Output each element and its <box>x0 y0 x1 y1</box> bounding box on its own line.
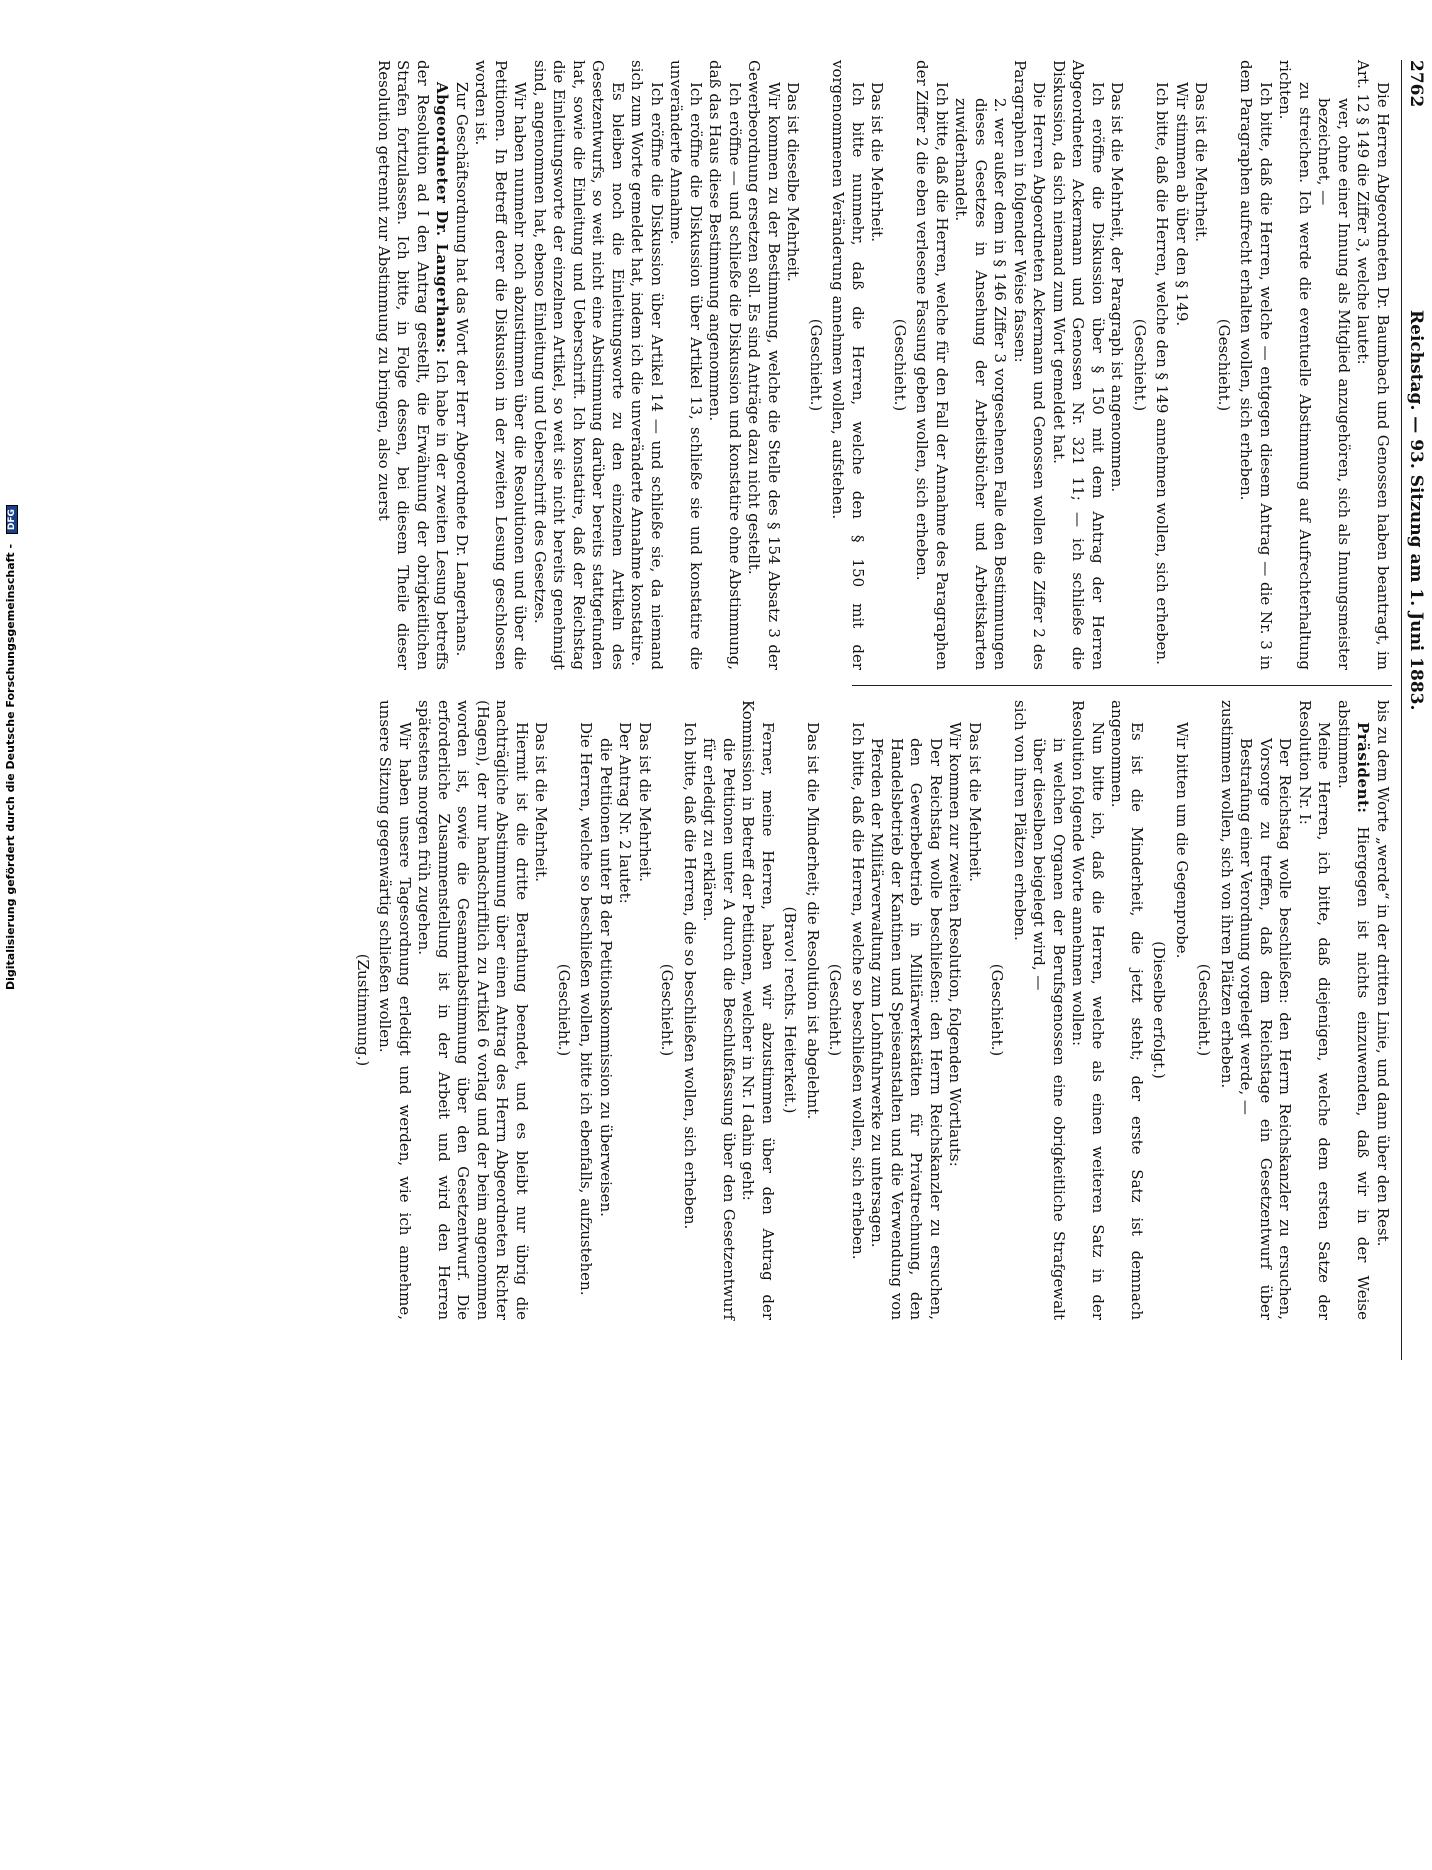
paragraph: bis zu dem Worte „werde“ in der dritten Linie, und dann über den Rest. <box>1374 700 1392 1247</box>
stage-direction: (Geschieht.) <box>555 963 573 1057</box>
paragraph: Wir bitten um die Gegenprobe. <box>1173 722 1191 959</box>
paragraph: Ich eröffne die Diskussion über Artikel 14 — und schließe sie, da niemand sich zum Worte gemeldet hat, indem ich die unveränderte Annahme konstatire. <box>628 60 666 670</box>
quoted-text: Der Reichstag wolle beschließen: den Herrn Reichskanzler zu ersuchen, Vorsorge zu treffen, daß dem Reichstage ein Gesetzentwurf über Bestrafung einer Verordnung vorgelegt werde, — <box>1237 738 1295 1320</box>
paragraph: zustimmen wollen, sich von ihren Plätzen erheben. <box>1218 700 1236 1089</box>
running-title: Reichstag. — 93. Sitzung am 1. Juni 1883. <box>1406 310 1426 711</box>
stage-direction: (Dieselbe erfolgt.) <box>1150 941 1169 1079</box>
paragraph: Wir kommen zur zweiten Resolution, folgenden Wortlauts: <box>946 722 965 1167</box>
paragraph: Das ist die Mehrheit. <box>966 722 984 882</box>
paragraph: Wir haben nunmehr noch abzustimmen über die Resolutionen und über die Petitionen. In Betreff derer die Diskussion in der zweiten Lesung geschlossen worden ist. <box>472 60 530 670</box>
page-number: 2762 <box>1406 60 1426 108</box>
paragraph: Das ist die Mehrheit. <box>532 722 551 882</box>
paragraph: Das ist die Mehrheit. <box>868 82 887 242</box>
paragraph: Abgeordneter Dr. Langerhans: Ich habe in der zweiten Lesung betreffs der Resolution ad I den Antrag gestellt, die Erwähnung der obrigkeitlichen Strafen fortzulassen. Ich bitte, in Folge dessen, bei diesem Theile dieser Resolution getrennt zur Abstimmung zu bringen, also zuerst <box>375 60 452 670</box>
left-column <box>375 60 1392 670</box>
paragraph: Ich bitte, daß die Herren, welche — entgegen diesem Antrag — die Nr. 3 in dem Paragraphen aufrecht erhalten wollen, sich erheben. <box>1237 60 1275 670</box>
paragraph: Das ist die Mehrheit. <box>1192 82 1211 242</box>
paragraph: Der Antrag Nr. 2 lautet: <box>616 722 635 904</box>
paragraph: Ich bitte, daß die Herren, welche so beschließen wollen, sich erheben. <box>849 722 867 1260</box>
paragraph: Es ist die Minderheit, die jetzt steht; der erste Satz ist demnach angenommen. <box>1108 700 1146 1320</box>
quoted-text: wer, ohne einer Innung als Mitglied anzugehören, sich als Innungsmeister bezeichnet, — <box>1315 98 1353 670</box>
stage-direction: (Geschieht.) <box>1215 318 1233 412</box>
paragraph: Ferner, meine Herren, haben wir abzustimmen über den Antrag der Kommission in Betreff der Petitionen, welcher in Nr. I dahin geht: <box>739 700 777 1320</box>
paragraph: Ich bitte nunmehr, daß die Herren, welche den § 150 mit der vorgenommenen Veränderung annehmen wollen, aufstehen. <box>829 60 867 670</box>
paragraph: Zur Geschäftsordnung hat das Wort der Herr Abgeordnete Dr. Langerhans. <box>453 82 471 657</box>
stage-direction: (Geschieht.) <box>658 963 677 1057</box>
paragraph: Meine Herren, ich bitte, daß diejenigen, welche dem ersten Satze der Resolution Nr. I: <box>1296 700 1334 1320</box>
stage-direction: (Zustimmung.) <box>354 953 372 1067</box>
paragraph: Es bleiben noch die Einleitungsworte zu den einzelnen Artikeln des Gesetzentwurfs, so weit nicht eine Abstimmung darüber bereits stattgefunden hat, sowie die Einleitung und Ueberschrift. Ich konstatire, daß der Reichstag die Einleitungsworte der einzelnen Artikel, so weit sie nicht bereits genehmigt sind, angenommen hat, ebenso Einleitung und Ueberschrift des Gesetzes. <box>531 60 627 670</box>
paragraph: Nun bitte ich, daß die Herren, welche als einen weiteren Satz in der Resolution folgende Worte annehmen wollen: <box>1069 700 1107 1320</box>
stage-direction: (Geschieht.) <box>891 318 909 412</box>
stage-direction: (Geschieht.) <box>807 318 825 412</box>
paragraph: Das ist die Mehrheit, der Paragraph ist angenommen. <box>1108 82 1127 493</box>
paragraph: Hiermit ist die dritte Berathung beendet, und es bleibt nur übrig die nachträgliche Abstimmung über einen Antrag des Herrn Abgeordneten Richter (Hagen), der nur handschriftlich zu Artikel 6 vorlag und der beim angenommen worden ist, sowie die Gesammtabstimmung über den Gesetzentwurf. Die erforderliche Zusammenstellung ist in der Arbeit und wird den Herren spätestens morgen früh zugehen. <box>415 700 531 1320</box>
quoted-text: Der Reichstag wolle beschließen: den Herrn Reichskanzler zu ersuchen, den Gewerbebetrieb in Militärwerkstätten für Privatrechnung, den Handelsbetrieb der Kantinen und Speiseanstalten und die Verwendung von Pferden der Militärverwaltung zum Lohnfuhrwerke zu untersagen. <box>868 738 945 1320</box>
paragraph: Wir stimmen ab über den § 149. <box>1173 82 1191 327</box>
paragraph: Präsident: Hiergegen ist nichts einzuwenden, daß wir in der Weise abstimmen. <box>1335 700 1373 1320</box>
paragraph: Ich eröffne die Diskussion über Artikel 13, schließe sie und konstatire die unveränderte Annahme. <box>667 60 705 670</box>
stage-direction: (Geschieht.) <box>1131 318 1149 412</box>
paragraph: Ich eröffne die Diskussion über § 150 mit dem Antrag der Herren Abgeordneten Ackermann und Genossen Nr. 321 11; — ich schließe die Diskussion, da sich niemand zum Wort gemeldet hat. <box>1050 60 1107 670</box>
paragraph: Das ist dieselbe Mehrheit. <box>784 82 803 282</box>
paragraph: Ich eröffne — und schließe die Diskussion und konstatire ohne Abstimmung, daß das Haus diese Bestimmung angenommen. <box>706 60 744 670</box>
column-divider <box>852 685 1392 686</box>
paragraph: Wir kommen zu der Bestimmung, welche die Stelle des § 154 Absatz 3 der Gewerbeordnung ersetzen soll. Es sind Anträge dazu nicht gestellt. <box>745 60 783 670</box>
stage-direction: (Geschieht.) <box>826 963 845 1057</box>
quoted-text: 2. wer außer dem in § 146 Ziffer 3 vorgesehenen Falle den Bestimmungen dieses Gesetzes in Ansehung der Arbeitsbücher und Arbeitskarten zuwiderhandelt. <box>952 98 1010 670</box>
stage-direction: (Geschieht.) <box>1195 963 1214 1057</box>
right-column <box>354 700 1392 1320</box>
paragraph: Ich bitte, daß die Herren, welche für den Fall der Annahme des Paragraphen der Ziffer 2 die eben verlesene Fassung geben wollen, sich erheben. <box>913 60 951 670</box>
quoted-text: die Petitionen unter B der Petitionskommission zu überweisen. <box>597 738 615 1217</box>
paragraph: Die Herren Abgeordneten Ackermann und Genossen wollen die Ziffer 2 des Paragraphen in folgender Weise fassen: <box>1011 60 1049 670</box>
paragraph: zu streichen. Ich werde die eventuelle Abstimmung auf Aufrechterhaltung richten. <box>1276 60 1314 670</box>
paragraph: Wir haben unsere Tagesordnung erledigt und werden, wie ich annehme, unsere Sitzung gegenwärtig schließen wollen. <box>376 700 414 1320</box>
paragraph: Ich bitte, daß die Herren, die so beschließen wollen, sich erheben. <box>681 722 699 1230</box>
header-rule <box>1401 60 1402 1360</box>
stage-direction: (Bravo! rechts. Heiterkeit.) <box>781 906 800 1114</box>
paragraph: Die Herren Abgeordneten Dr. Baumbach und Genossen haben beantragt, im Art. 12 § 149 die Ziffer 3, welche lautet: <box>1354 60 1392 670</box>
paragraph: Das ist die Mehrheit. <box>636 722 654 882</box>
paragraph: sich von ihren Plätzen erheben. <box>1011 700 1029 941</box>
paragraph: Das ist die Minderheit; die Resolution ist abgelehnt. <box>804 722 822 1120</box>
stage-direction: (Geschieht.) <box>988 963 1007 1057</box>
quoted-text: die Petitionen unter A durch die Beschlußfassung über den Gesetzentwurf für erledigt zu erklären. <box>700 738 738 1320</box>
paragraph: Die Herren, welche so beschließen wollen, bitte ich ebenfalls, aufzustehen. <box>577 722 596 1296</box>
funding-stamp-label: Digitalisierung gefördert durch die Deutsche Forschungsgemeinschaft - <box>4 543 17 990</box>
quoted-text: in welchen Organen der Berufsgenossen eine obrigkeitliche Strafgewalt über dieselben beigelegt wird, — <box>1030 738 1068 1320</box>
dfg-logo: DFG <box>6 505 18 534</box>
paragraph: Ich bitte, daß die Herren, welche den § 149 annehmen wollen, sich erheben. <box>1153 82 1172 665</box>
